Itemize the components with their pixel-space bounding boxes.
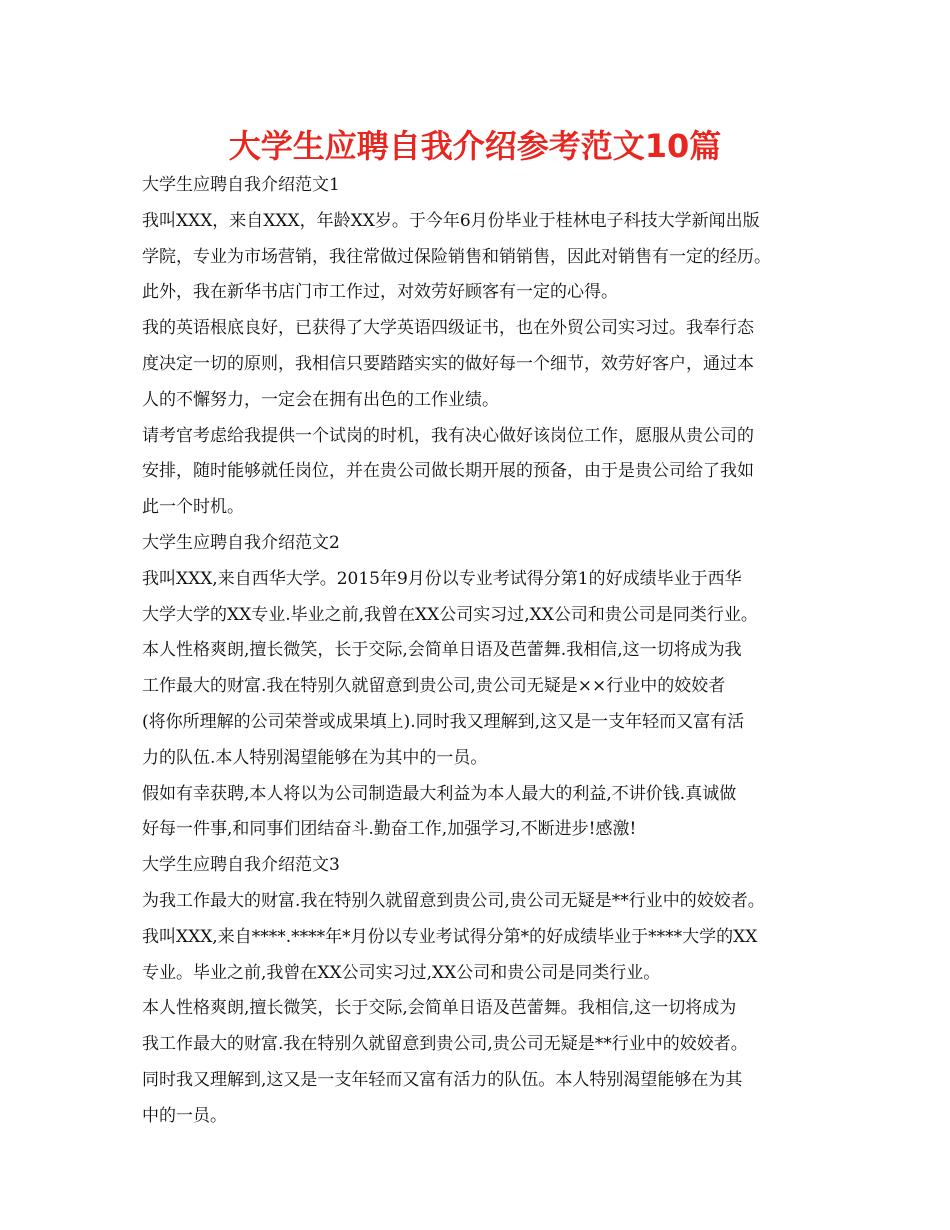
paragraph-line: 请考官考虑给我提供一个试岗的时机，我有决心做好该岗位工作，愿服从贵公司的	[142, 425, 754, 446]
paragraph-line: 我的英语根底良好，已获得了大学英语四级证书，也在外贸公司实习过。我奉行态	[142, 318, 754, 339]
paragraph-line: 我叫XXX,来自****.****年*月份以专业考试得分第*的好成绩毕业于****大学的XX	[142, 926, 758, 947]
paragraph-line: 力的队伍.本人特别渴望能够在为其中的一员。	[142, 747, 488, 768]
paragraph-line: 中的一员。	[142, 1105, 227, 1126]
paragraph-line: 大学大学的XX专业.毕业之前,我曾在XX公司实习过,XX公司和贵公司是同类行业。	[142, 604, 758, 625]
paragraph-line: (将你所理解的公司荣誉或成果填上).同时我又理解到,这又是一支年轻而又富有活	[142, 711, 745, 732]
paragraph-line: 此外，我在新华书店门市工作过，对效劳好顾客有一定的心得。	[142, 282, 618, 303]
paragraph-line: 假如有幸获聘,本人将以为公司制造最大利益为本人最大的利益,不讲价钱.真诚做	[142, 783, 737, 804]
paragraph-line: 我叫XXX,来自西华大学。2015年9月份以专业考试得分第1的好成绩毕业于西华	[142, 568, 742, 589]
paragraph-line: 度决定一切的原则，我相信只要踏踏实实的做好每一个细节，效劳好客户，通过本	[142, 353, 754, 374]
paragraph-line: 好每一件事,和同事们团结奋斗.勤奋工作,加强学习,不断进步!感激!	[142, 819, 637, 840]
section-heading-3: 大学生应聘自我介绍范文3	[142, 855, 340, 876]
paragraph-line: 我叫XXX，来自XXX，年龄XX岁。于今年6月份毕业于桂林电子科技大学新闻出版	[142, 210, 760, 231]
paragraph-line: 此一个时机。	[142, 497, 244, 518]
paragraph-line: 学院，专业为市场营销，我往常做过保险销售和销销售，因此对销售有一定的经历。	[142, 246, 771, 267]
section-heading-2: 大学生应聘自我介绍范文2	[142, 532, 340, 553]
paragraph-line: 工作最大的财富.我在特别久就留意到贵公司,贵公司无疑是××行业中的姣姣者	[142, 676, 726, 697]
paragraph-line: 本人性格爽朗,擅长微笑，长于交际,会简单日语及芭蕾舞.我相信,这一切将成为我	[142, 640, 742, 661]
document-title: 大学生应聘自我介绍参考范文10篇	[228, 127, 722, 165]
paragraph-line: 专业。毕业之前,我曾在XX公司实习过,XX公司和贵公司是同类行业。	[142, 962, 661, 983]
paragraph-line: 同时我又理解到,这又是一支年轻而又富有活力的队伍。本人特别渴望能够在为其	[142, 1069, 743, 1090]
paragraph-line: 我工作最大的财富.我在特别久就留意到贵公司,贵公司无疑是**行业中的姣姣者。	[142, 1034, 748, 1055]
document-body	[142, 168, 822, 1135]
paragraph-line: 安排，随时能够就任岗位，并在贵公司做长期开展的预备，由于是贵公司给了我如	[142, 461, 754, 482]
paragraph-line: 人的不懈努力，一定会在拥有出色的工作业绩。	[142, 389, 499, 410]
section-heading-1: 大学生应聘自我介绍范文1	[142, 175, 340, 195]
paragraph-line: 为我工作最大的财富.我在特别久就留意到贵公司,贵公司无疑是**行业中的姣姣者。	[142, 890, 765, 911]
paragraph-line: 本人性格爽朗,擅长微笑，长于交际,会简单日语及芭蕾舞。我相信,这一切将成为	[142, 998, 737, 1019]
